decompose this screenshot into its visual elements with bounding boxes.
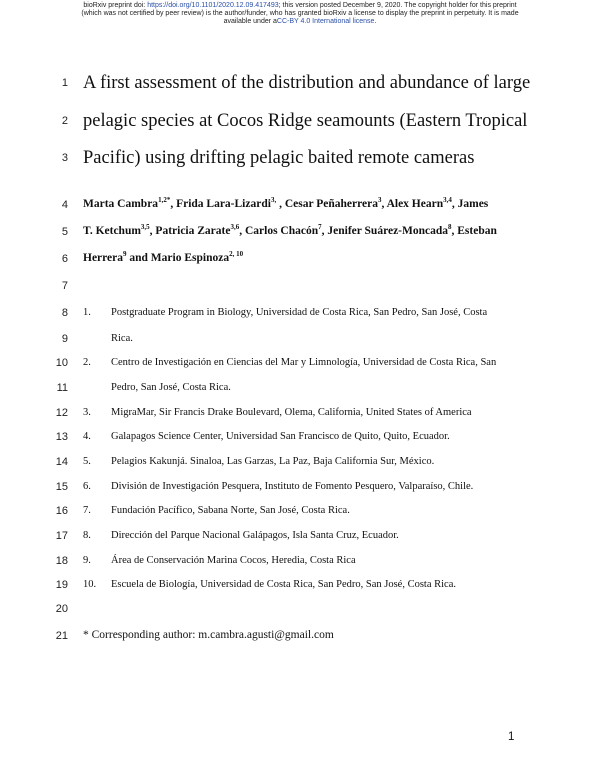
line-number: 13: [55, 431, 68, 443]
affiliation-text: Pedro, San José, Costa Rica.: [111, 382, 231, 393]
line-number: 11: [56, 382, 68, 394]
corresponding-author: * Corresponding author: m.cambra.agusti@gmail.com: [83, 629, 334, 641]
author-name: , Carlos Chacón: [239, 225, 319, 237]
affiliation-text: División de Investigación Pesquera, Instituto de Fomento Pesquero, Valparaíso, Chile.: [111, 481, 474, 492]
author-name: , Cesar Peñaherrera: [276, 198, 378, 210]
author-affiliation-mark: 8: [448, 223, 452, 232]
affiliation-number: 10.: [83, 579, 97, 590]
line-number: 18: [55, 555, 68, 567]
preprint-header: [0, 2, 600, 26]
author-name: , Jenifer Suárez-Moncada: [321, 225, 449, 237]
author-line: [83, 225, 497, 237]
affiliation-text: Rica.: [111, 333, 133, 344]
page-number: 1: [508, 731, 515, 743]
affiliation-text: MigraMar, Sir Francis Drake Boulevard, Olema, California, United States of America: [111, 407, 472, 418]
affiliation-text: Escuela de Biología, Universidad de Costa Rica, San Pedro, San José, Costa Rica.: [111, 579, 456, 590]
author-name: , James: [451, 198, 489, 210]
line-number: 8: [61, 307, 68, 319]
affiliation-text: Dirección del Parque Nacional Galápagos, Isla Santa Cruz, Ecuador.: [111, 530, 399, 541]
header-text: .: [374, 18, 377, 25]
affiliation-text: Postgraduate Program in Biology, Universidad de Costa Rica, San Pedro, San José, Costa: [111, 307, 488, 318]
author-affiliation-mark: 1,2*: [158, 196, 171, 205]
author-name: T. Ketchum: [83, 225, 141, 237]
affiliation-number: 3.: [83, 407, 91, 418]
affiliation-text: Centro de Investigación en Ciencias del Mar y Limnología, Universidad de Costa Rica, San: [111, 357, 497, 368]
author-name: Herrera: [83, 252, 124, 264]
header-line-3: [0, 18, 600, 26]
doi-link[interactable]: https://doi.org/10.1101/2020.12.09.417493: [147, 2, 279, 9]
affiliation-number: 9.: [83, 555, 91, 566]
author-affiliation-mark: 7: [318, 223, 322, 232]
line-number: 10: [55, 357, 68, 369]
line-number: 3: [61, 152, 68, 164]
line-number: 12: [55, 407, 68, 419]
line-number: 20: [55, 603, 68, 615]
affiliation-number: 6.: [83, 481, 91, 492]
author-affiliation-mark: 3,: [270, 196, 277, 205]
line-number: 5: [61, 226, 68, 238]
author-name: Marta Cambra: [83, 198, 159, 210]
line-number: 2: [61, 115, 68, 127]
author-name: , Frida Lara-Lizardi: [170, 198, 271, 210]
author-name: and Mario Espinoza: [126, 252, 230, 264]
affiliation-text: Área de Conservación Marina Cocos, Heredia, Costa Rica: [111, 555, 356, 566]
author-line: [83, 252, 243, 264]
author-affiliation-mark: 3,5: [140, 223, 150, 232]
affiliation-text: Fundación Pacífico, Sabana Norte, San José, Costa Rica.: [111, 505, 350, 516]
affiliation-number: 2.: [83, 357, 91, 368]
license-link[interactable]: CC-BY 4.0 International license: [276, 18, 375, 25]
author-name: , Patricia Zarate: [149, 225, 231, 237]
line-number: 15: [55, 481, 68, 493]
affiliation-number: 5.: [83, 456, 91, 467]
author-name: , Esteban: [451, 225, 497, 237]
paper-title-line: A first assessment of the distribution and abundance of large: [83, 73, 531, 93]
author-name: , Alex Hearn: [381, 198, 444, 210]
author-line: [83, 198, 488, 210]
header-line-1: [0, 2, 600, 10]
line-number: 9: [61, 333, 68, 345]
affiliation-number: 1.: [83, 307, 91, 318]
line-number: 1: [61, 77, 68, 89]
author-affiliation-mark: 3,6: [230, 223, 240, 232]
line-number: 14: [55, 456, 68, 468]
header-text: ; this version posted December 9, 2020. The copyright holder for this preprint: [278, 2, 517, 9]
affiliation-text: Galapagos Science Center, Universidad San Francisco de Quito, Quito, Ecuador.: [111, 431, 450, 442]
line-number: 7: [61, 280, 68, 292]
line-number: 4: [61, 199, 68, 211]
affiliation-number: 7.: [83, 505, 91, 516]
header-text: bioRxiv preprint doi:: [83, 2, 148, 9]
author-affiliation-mark: 3,4: [443, 196, 452, 205]
line-number: 19: [55, 579, 68, 591]
paper-title-line: pelagic species at Cocos Ridge seamounts (Eastern Tropical: [83, 111, 528, 131]
affiliation-number: 4.: [83, 431, 91, 442]
author-affiliation-mark: 3: [377, 196, 382, 205]
header-line-2: (which was not certified by peer review) is the author/funder, who has granted bioRxiv a license to display the preprint in perpetuity. It is made: [81, 10, 519, 17]
header-text: available under a: [223, 18, 277, 25]
line-number: 16: [55, 505, 68, 517]
line-number: 6: [61, 253, 68, 265]
author-affiliation-mark: 2, 10: [229, 250, 244, 259]
paper-title-line: Pacific) using drifting pelagic baited remote cameras: [83, 148, 475, 168]
line-number: 21: [55, 630, 68, 642]
affiliation-text: Pelagios Kakunjá. Sinaloa, Las Garzas, La Paz, Baja California Sur, México.: [111, 456, 435, 467]
author-affiliation-mark: 9: [123, 250, 127, 259]
affiliation-number: 8.: [83, 530, 91, 541]
line-number: 17: [55, 530, 68, 542]
